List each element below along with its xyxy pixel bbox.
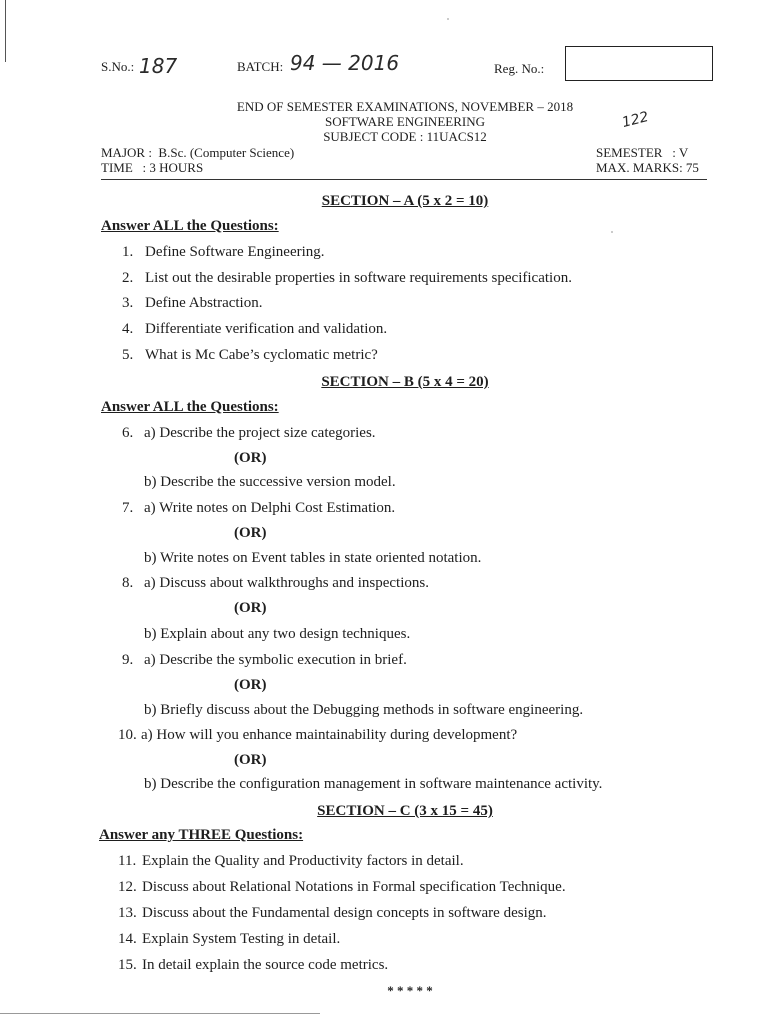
subject-code: SUBJECT CODE : 11UACS12 <box>323 129 487 144</box>
question-part-a: a) Discuss about walkthroughs and inspections. <box>144 575 429 591</box>
margin-note: 122 <box>620 109 651 131</box>
question-number: 1. <box>122 244 134 260</box>
question-part-a: a) Describe the project size categories. <box>144 425 376 441</box>
or-label: (OR) <box>234 677 267 693</box>
time-line: TIME : 3 HOURS <box>101 160 204 175</box>
question-text: What is Mc Cabe’s cyclomatic metric? <box>145 347 378 363</box>
scan-speck <box>611 231 613 233</box>
section-b-instruction: Answer ALL the Questions: <box>101 399 279 415</box>
question-part-b: b) Describe the configuration management in software maintenance activity. <box>144 776 603 792</box>
or-label: (OR) <box>234 525 267 541</box>
sno-label: S.No.: <box>101 59 135 74</box>
major-line: MAJOR : B.Sc. (Computer Science) <box>101 145 295 160</box>
question-text: List out the desirable properties in software requirements specification. <box>145 270 572 286</box>
end-stars: * * * * * <box>387 983 433 998</box>
section-a-heading: SECTION – A (5 x 2 = 10) <box>321 193 489 209</box>
header-rule <box>101 179 707 180</box>
semester-line: SEMESTER : V <box>596 145 689 160</box>
batch-label: BATCH: <box>237 59 284 74</box>
question-text: Differentiate verification and validation. <box>145 321 388 337</box>
question-text: In detail explain the source code metrics. <box>142 957 389 973</box>
or-label: (OR) <box>234 752 267 768</box>
question-number: 2. <box>122 270 134 286</box>
section-a-instruction: Answer ALL the Questions: <box>101 218 279 234</box>
question-text: Define Software Engineering. <box>145 244 325 260</box>
or-label: (OR) <box>234 450 267 466</box>
scan-edge-bottom <box>0 1013 320 1014</box>
question-number: 5. <box>122 347 134 363</box>
batch-value: 94 — 2016 <box>290 51 400 75</box>
question-part-a: a) Write notes on Delphi Cost Estimation. <box>144 500 396 516</box>
question-text: Discuss about Relational Notations in Formal specification Technique. <box>142 879 566 895</box>
question-part-b: b) Write notes on Event tables in state oriented notation. <box>144 550 482 566</box>
question-text: Explain System Testing in detail. <box>142 931 341 947</box>
question-number: 8. <box>122 575 134 591</box>
subject-title: SOFTWARE ENGINEERING <box>325 114 485 129</box>
regno-label: Reg. No.: <box>494 61 545 76</box>
regno-box <box>565 46 713 81</box>
exam-title: END OF SEMESTER EXAMINATIONS, NOVEMBER – 2018 <box>236 99 574 114</box>
question-number: 9. <box>122 652 134 668</box>
question-number: 3. <box>122 295 134 311</box>
question-number: 7. <box>122 500 134 516</box>
question-part-b: b) Describe the successive version model. <box>144 474 396 490</box>
section-c-heading: SECTION – C (3 x 15 = 45) <box>317 803 493 819</box>
question-number: 15. <box>118 957 137 973</box>
question-number: 6. <box>122 425 134 441</box>
question-part-a: a) How will you enhance maintainability during development? <box>141 727 518 743</box>
max-marks-line: MAX. MARKS: 75 <box>596 160 699 175</box>
question-text: Discuss about the Fundamental design concepts in software design. <box>142 905 547 921</box>
section-b-heading: SECTION – B (5 x 4 = 20) <box>321 374 489 390</box>
question-text: Explain the Quality and Productivity factors in detail. <box>142 853 464 869</box>
scan-speck <box>447 18 449 20</box>
question-number: 14. <box>118 931 137 947</box>
sno-value: 187 <box>139 54 178 78</box>
question-part-b: b) Explain about any two design techniques. <box>144 626 411 642</box>
section-c-instruction: Answer any THREE Questions: <box>99 827 304 843</box>
question-number: 12. <box>118 879 137 895</box>
question-number: 4. <box>122 321 134 337</box>
question-part-a: a) Describe the symbolic execution in brief. <box>144 652 407 668</box>
question-number: 13. <box>118 905 137 921</box>
question-number: 11. <box>118 853 137 869</box>
question-number: 10. <box>118 727 137 743</box>
or-label: (OR) <box>234 600 267 616</box>
scan-edge-left <box>5 0 6 62</box>
question-text: Define Abstraction. <box>145 295 263 311</box>
question-part-b: b) Briefly discuss about the Debugging methods in software engineering. <box>144 702 584 718</box>
